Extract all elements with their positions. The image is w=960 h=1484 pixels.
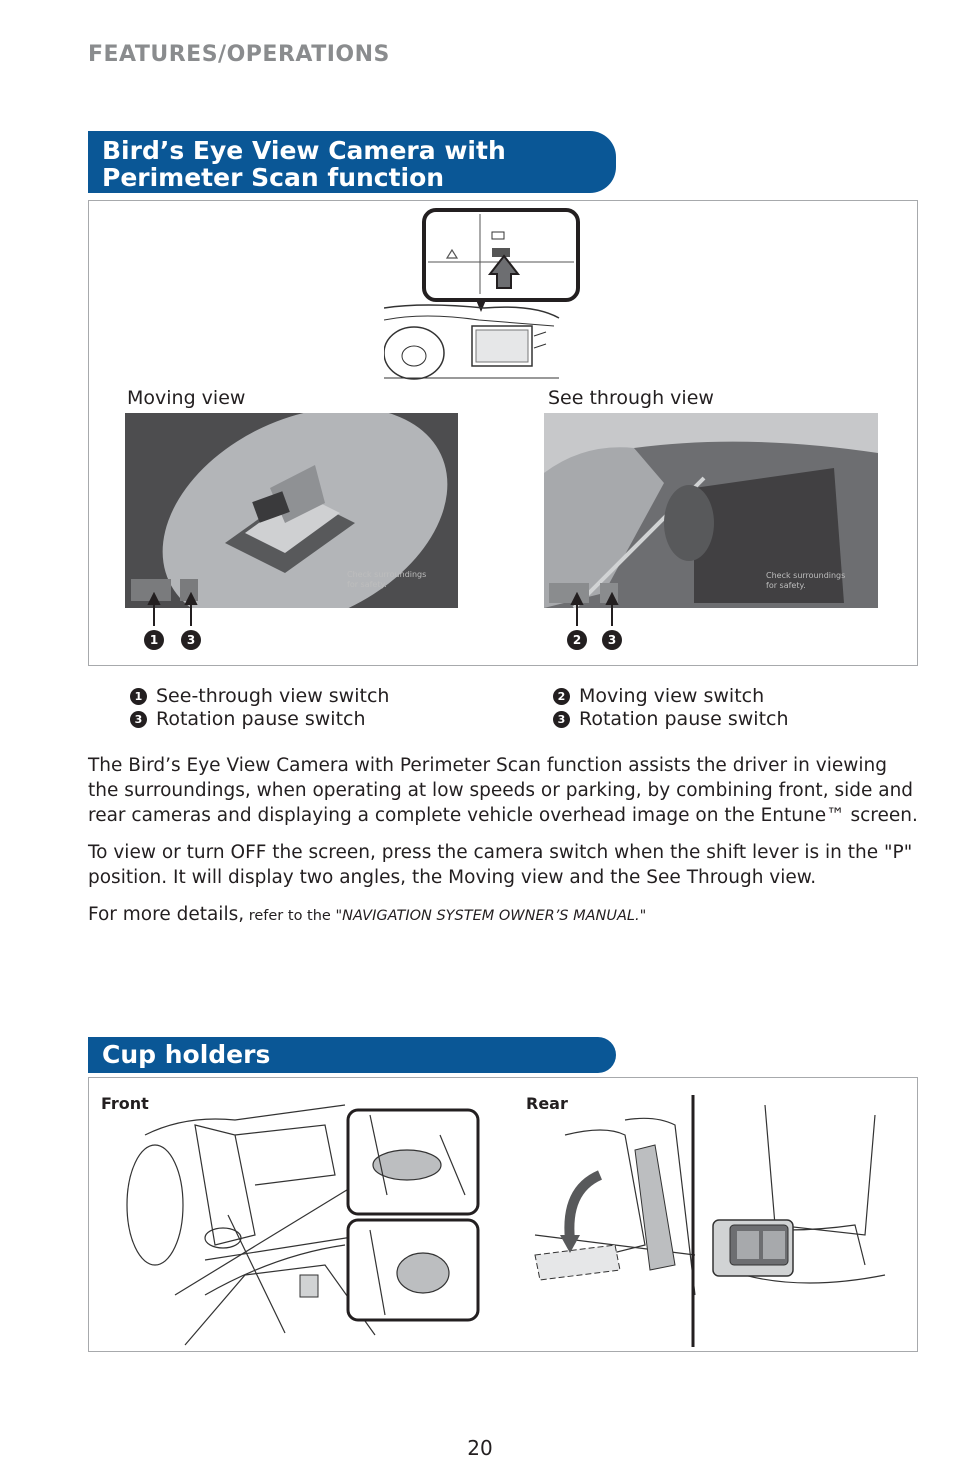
- page-number: 20: [467, 1436, 493, 1460]
- moving-screen-text-2: for safety.: [347, 580, 387, 589]
- birds-eye-title-line2: Perimeter Scan function: [102, 163, 445, 192]
- para3-small: refer to the: [244, 908, 336, 924]
- paragraph-2: To view or turn OFF the screen, press the camera switch when the shift lever is in the "P" position. It will display two angles, the Moving view and the See Through view.: [88, 842, 913, 888]
- birds-eye-description: [88, 753, 920, 941]
- legend-num: 1: [130, 688, 147, 705]
- para3-end: ": [639, 908, 647, 924]
- front-label: Front: [101, 1094, 149, 1113]
- legend-text: Rotation pause switch: [156, 708, 366, 730]
- cup-holders-title: Cup holders: [102, 1040, 271, 1069]
- legend-text: Rotation pause switch: [579, 708, 789, 730]
- legend-item: [553, 685, 789, 708]
- callout-3-left: 3: [181, 630, 201, 650]
- legend-text: See-through view switch: [156, 685, 390, 707]
- rear-cup-holder-illustration: [525, 1095, 915, 1347]
- legend-left: [130, 685, 389, 731]
- section-label: FEATURES/OPERATIONS: [88, 42, 390, 67]
- birds-eye-title-line1: Bird’s Eye View Camera with: [102, 136, 506, 165]
- legend-item: [130, 708, 389, 731]
- para3-start: For more details,: [88, 904, 245, 925]
- moving-view-label: Moving view: [127, 387, 246, 409]
- see-through-view-screen: [544, 413, 878, 608]
- callout-2: 2: [567, 630, 587, 650]
- paragraph-1: The Bird’s Eye View Camera with Perimeter Scan function assists the driver in viewing the surroundings, when operating at low speeds or parking, by combining front, side and rear cameras and displaying a complete vehicle overhead image on the Entune™ screen.: [88, 755, 918, 826]
- legend-right: [553, 685, 789, 731]
- front-cup-holder-illustration: [125, 1095, 485, 1347]
- paragraph-3: [88, 902, 920, 929]
- moving-view-screen: [125, 413, 458, 608]
- callout-1: 1: [144, 630, 164, 650]
- legend-num: 3: [130, 711, 147, 728]
- see-through-screen-text-2: for safety.: [766, 581, 806, 590]
- cup-holders-title-banner: [88, 1037, 616, 1073]
- legend-item: [130, 685, 389, 708]
- birds-eye-title-banner: [88, 131, 616, 193]
- legend-num: 3: [553, 711, 570, 728]
- see-through-view-label: See through view: [548, 387, 714, 409]
- para3-italic: "NAVIGATION SYSTEM OWNER’S MANUAL.: [335, 908, 640, 924]
- legend-num: 2: [553, 688, 570, 705]
- moving-screen-text-1: Check surroundings: [347, 570, 427, 579]
- legend-item: [553, 708, 789, 731]
- dashboard-illustration: [384, 208, 584, 386]
- callout-3-right: 3: [602, 630, 622, 650]
- see-through-screen-text-1: Check surroundings: [766, 571, 846, 580]
- rear-label: Rear: [526, 1094, 568, 1113]
- legend-text: Moving view switch: [579, 685, 765, 707]
- callout-arrows: [140, 592, 640, 632]
